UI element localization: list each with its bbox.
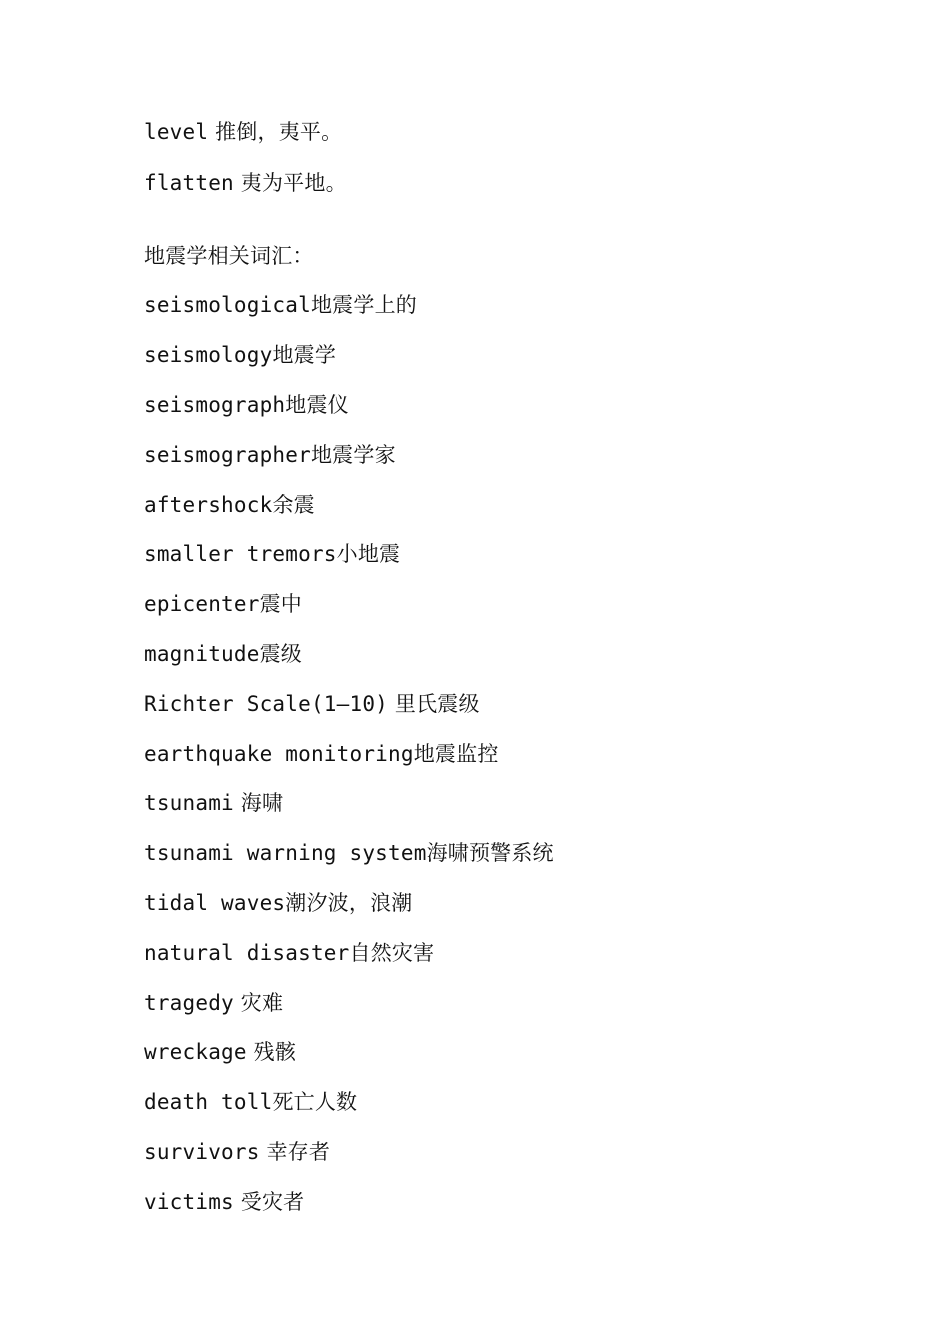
term-zh: 地震学上的: [310, 293, 417, 317]
term-en: victims: [144, 1190, 234, 1214]
vocab-line: [144, 989, 283, 1017]
term-en: seismological: [144, 293, 311, 317]
vocab-line: [144, 1038, 296, 1066]
term-en: level: [144, 120, 209, 144]
intro-line: [144, 118, 342, 146]
term-zh: 残骸: [246, 1040, 297, 1064]
term-zh: 自然灾害: [349, 941, 435, 965]
term-en: natural disaster: [144, 941, 350, 965]
term-en: aftershock: [144, 493, 273, 517]
term-zh: 推倒，夷平。: [208, 120, 343, 144]
term-zh: 地震学: [272, 343, 337, 367]
term-en: seismograph: [144, 393, 286, 417]
vocab-line: [144, 391, 349, 419]
term-en: flatten: [144, 171, 234, 195]
vocab-line: [144, 1138, 330, 1166]
section-heading: 地震学相关词汇：: [144, 244, 314, 268]
term-en: survivors: [144, 1140, 260, 1164]
term-en: earthquake monitoring: [144, 742, 414, 766]
vocab-line: [144, 1088, 357, 1116]
vocab-line: [144, 690, 480, 718]
vocab-line: [144, 740, 499, 768]
vocab-line: [144, 491, 315, 519]
vocab-line: [144, 839, 554, 867]
term-zh: 里氏震级: [388, 692, 480, 716]
term-zh: 潮汐波，浪潮: [285, 891, 413, 915]
term-en: Richter Scale(1—10): [144, 692, 389, 716]
term-en: smaller tremors: [144, 542, 337, 566]
vocab-line: [144, 640, 302, 668]
term-zh: 震中: [259, 592, 302, 616]
term-zh: 小地震: [336, 542, 401, 566]
term-zh: 震级: [259, 642, 302, 666]
vocab-line: [144, 291, 417, 319]
term-en: wreckage: [144, 1040, 247, 1064]
vocab-line: [144, 441, 396, 469]
vocab-line: [144, 590, 302, 618]
vocab-line: [144, 789, 283, 817]
vocab-line: [144, 540, 400, 568]
term-zh: 受灾者: [233, 1190, 305, 1214]
term-en: tsunami: [144, 791, 234, 815]
term-zh: 幸存者: [259, 1140, 331, 1164]
term-en: tsunami warning system: [144, 841, 427, 865]
vocab-line: [144, 939, 434, 967]
term-zh: 地震监控: [413, 742, 499, 766]
term-en: tidal waves: [144, 891, 286, 915]
vocab-line: [144, 341, 336, 369]
term-zh: 海啸: [233, 791, 284, 815]
term-zh: 地震学家: [310, 443, 396, 467]
term-en: death toll: [144, 1090, 273, 1114]
term-zh: 夷为平地。: [233, 171, 347, 195]
term-en: magnitude: [144, 642, 260, 666]
term-en: seismology: [144, 343, 273, 367]
vocab-line: [144, 889, 412, 917]
term-en: seismographer: [144, 443, 311, 467]
term-en: tragedy: [144, 991, 234, 1015]
term-zh: 灾难: [233, 991, 284, 1015]
term-zh: 海啸预警系统: [426, 841, 554, 865]
term-zh: 余震: [272, 493, 315, 517]
term-zh: 死亡人数: [272, 1090, 358, 1114]
intro-line: [144, 169, 347, 197]
term-en: epicenter: [144, 592, 260, 616]
vocab-line: [144, 1188, 304, 1216]
term-zh: 地震仪: [285, 393, 349, 417]
